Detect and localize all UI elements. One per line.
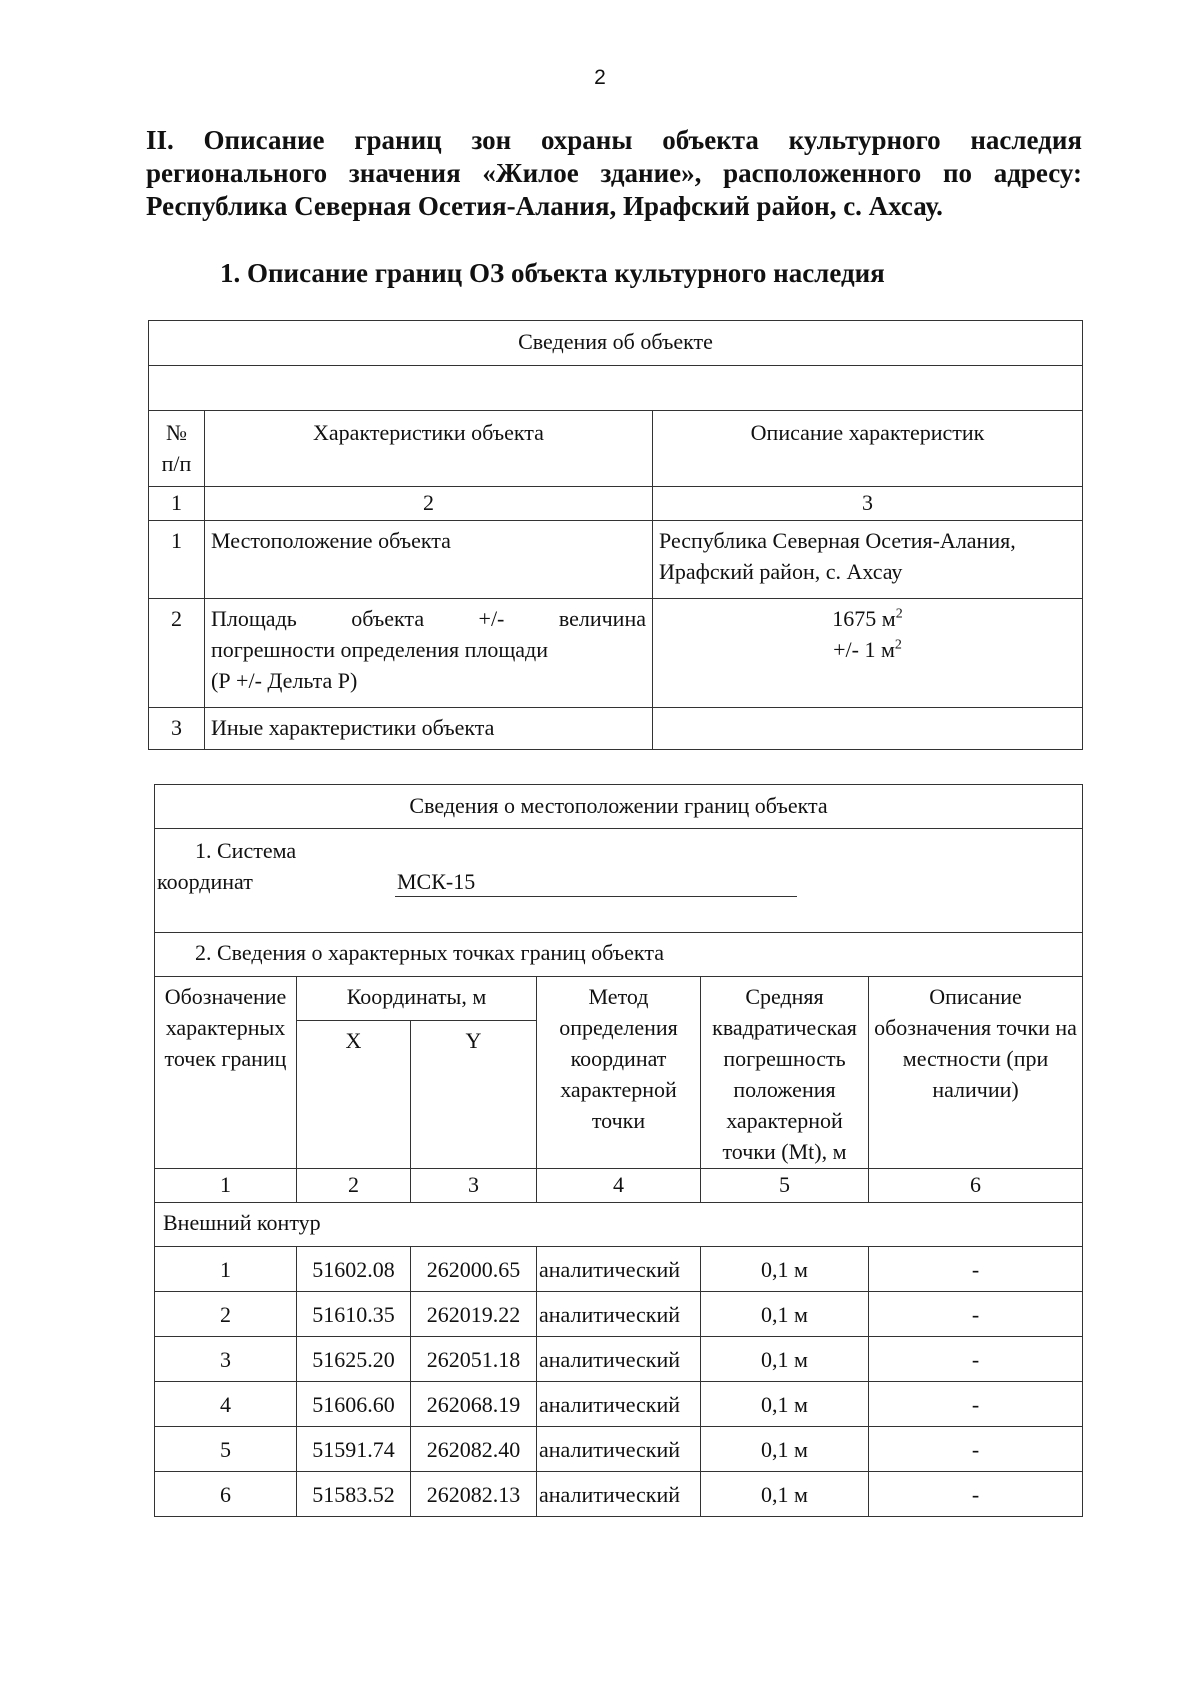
point-method: аналитический: [537, 1382, 701, 1427]
point-error: 0,1 м: [701, 1427, 869, 1472]
row-area-value: [653, 599, 1083, 708]
point-id: 1: [155, 1247, 297, 1292]
point-y: 262000.65: [411, 1247, 537, 1292]
area-tolerance: +/- 1 $м^2$: [833, 637, 902, 662]
point-method: аналитический: [537, 1427, 701, 1472]
header-x: X: [297, 1021, 411, 1169]
point-y: 262019.22: [411, 1292, 537, 1337]
point-error: 0,1 м: [701, 1382, 869, 1427]
location-table-title: Сведения о местоположении границ объекта: [155, 785, 1083, 829]
row-characteristic: Местоположение объекта: [205, 521, 653, 599]
point-method: аналитический: [537, 1292, 701, 1337]
point-id: 6: [155, 1472, 297, 1517]
area-label-line-3: (Р +/- Дельта Р): [211, 668, 358, 693]
point-x: 51625.20: [297, 1337, 411, 1382]
point-x: 51602.08: [297, 1247, 411, 1292]
point-description: -: [869, 1247, 1083, 1292]
row-num: 3: [149, 708, 205, 750]
section-heading: [146, 124, 1082, 223]
point-y: 262068.19: [411, 1382, 537, 1427]
point-description: -: [869, 1472, 1083, 1517]
header-y: Y: [411, 1021, 537, 1169]
point-error: 0,1 м: [701, 1292, 869, 1337]
point-x: 51606.60: [297, 1382, 411, 1427]
points-section-title: 2. Сведения о характерных точках границ объекта: [155, 933, 1083, 977]
point-x: 51583.52: [297, 1472, 411, 1517]
point-description: -: [869, 1382, 1083, 1427]
coord-system-value: МСК-15: [395, 868, 797, 897]
heading-line-3: Республика Северная Осетия-Алания, Ирафский район, с. Ахсау.: [146, 191, 943, 221]
row-characteristic: Иные характеристики объекта: [205, 708, 653, 750]
table-row: [155, 1292, 1083, 1337]
subsection-heading: 1. Описание границ ОЗ объекта культурного наследия: [220, 258, 885, 288]
col-number: 3: [653, 487, 1083, 521]
row-num: 1: [149, 521, 205, 599]
table-row: [155, 1427, 1083, 1472]
col-number: 3: [411, 1169, 537, 1203]
area-value: 1675 $м^2$: [832, 606, 903, 631]
page-number: 2: [594, 66, 606, 89]
col-number: 1: [149, 487, 205, 521]
header-point-description: Описание обозначения точки на местности (при наличии): [869, 977, 1083, 1169]
heading-line-2: регионального значения «Жилое здание», расположенного по адресу:: [146, 158, 1082, 188]
area-label-line-2: погрешности определения площади: [211, 637, 549, 662]
points-list: [155, 1247, 1083, 1517]
row-characteristic-area: [205, 599, 653, 708]
point-id: 2: [155, 1292, 297, 1337]
col-number: 1: [155, 1169, 297, 1203]
point-method: аналитический: [537, 1472, 701, 1517]
point-y: 262082.40: [411, 1427, 537, 1472]
object-info-table: [148, 320, 1083, 750]
location-info-table: [154, 784, 1083, 1517]
point-error: 0,1 м: [701, 1472, 869, 1517]
col-number: 2: [297, 1169, 411, 1203]
point-description: -: [869, 1427, 1083, 1472]
contour-label: Внешний контур: [155, 1203, 1083, 1247]
coord-system-label-line-2: координат: [157, 869, 253, 894]
header-error: Средняя квадратическая погрешность положения характерной точки (Mt), м: [701, 977, 869, 1169]
heading-line-1: II. Описание границ зон охраны объекта культурного наследия: [146, 125, 1082, 155]
row-description: Республика Северная Осетия-Алания, Ирафский район, с. Ахсау: [653, 521, 1083, 599]
header-method: Метод определения координат характерной точки: [537, 977, 701, 1169]
table-row: [155, 1247, 1083, 1292]
point-x: 51610.35: [297, 1292, 411, 1337]
col-number: 4: [537, 1169, 701, 1203]
point-id: 3: [155, 1337, 297, 1382]
point-y: 262082.13: [411, 1472, 537, 1517]
header-designation: Обозначение характерных точек границ: [155, 977, 297, 1169]
point-error: 0,1 м: [701, 1247, 869, 1292]
table-row: [155, 1472, 1083, 1517]
area-label-line-1: Площадь объекта +/- величина: [211, 606, 646, 631]
point-method: аналитический: [537, 1247, 701, 1292]
point-x: 51591.74: [297, 1427, 411, 1472]
object-table-empty-row: [149, 366, 1083, 411]
row-num: 2: [149, 599, 205, 708]
point-description: -: [869, 1337, 1083, 1382]
point-description: -: [869, 1292, 1083, 1337]
col-number: 2: [205, 487, 653, 521]
object-table-title: Сведения об объекте: [149, 321, 1083, 366]
row-description: [653, 708, 1083, 750]
col-number: 5: [701, 1169, 869, 1203]
coordinate-system-row: [155, 829, 1083, 933]
table-row: [155, 1337, 1083, 1382]
point-error: 0,1 м: [701, 1337, 869, 1382]
header-description: Описание характеристик: [653, 411, 1083, 487]
point-y: 262051.18: [411, 1337, 537, 1382]
coord-system-label-line-1: 1. Система: [195, 838, 297, 863]
point-id: 5: [155, 1427, 297, 1472]
point-method: аналитический: [537, 1337, 701, 1382]
header-coordinates: Координаты, м: [297, 977, 537, 1021]
table-row: [155, 1382, 1083, 1427]
header-characteristics: Характеристики объекта: [205, 411, 653, 487]
col-number: 6: [869, 1169, 1083, 1203]
point-id: 4: [155, 1382, 297, 1427]
header-num: № п/п: [149, 411, 205, 487]
